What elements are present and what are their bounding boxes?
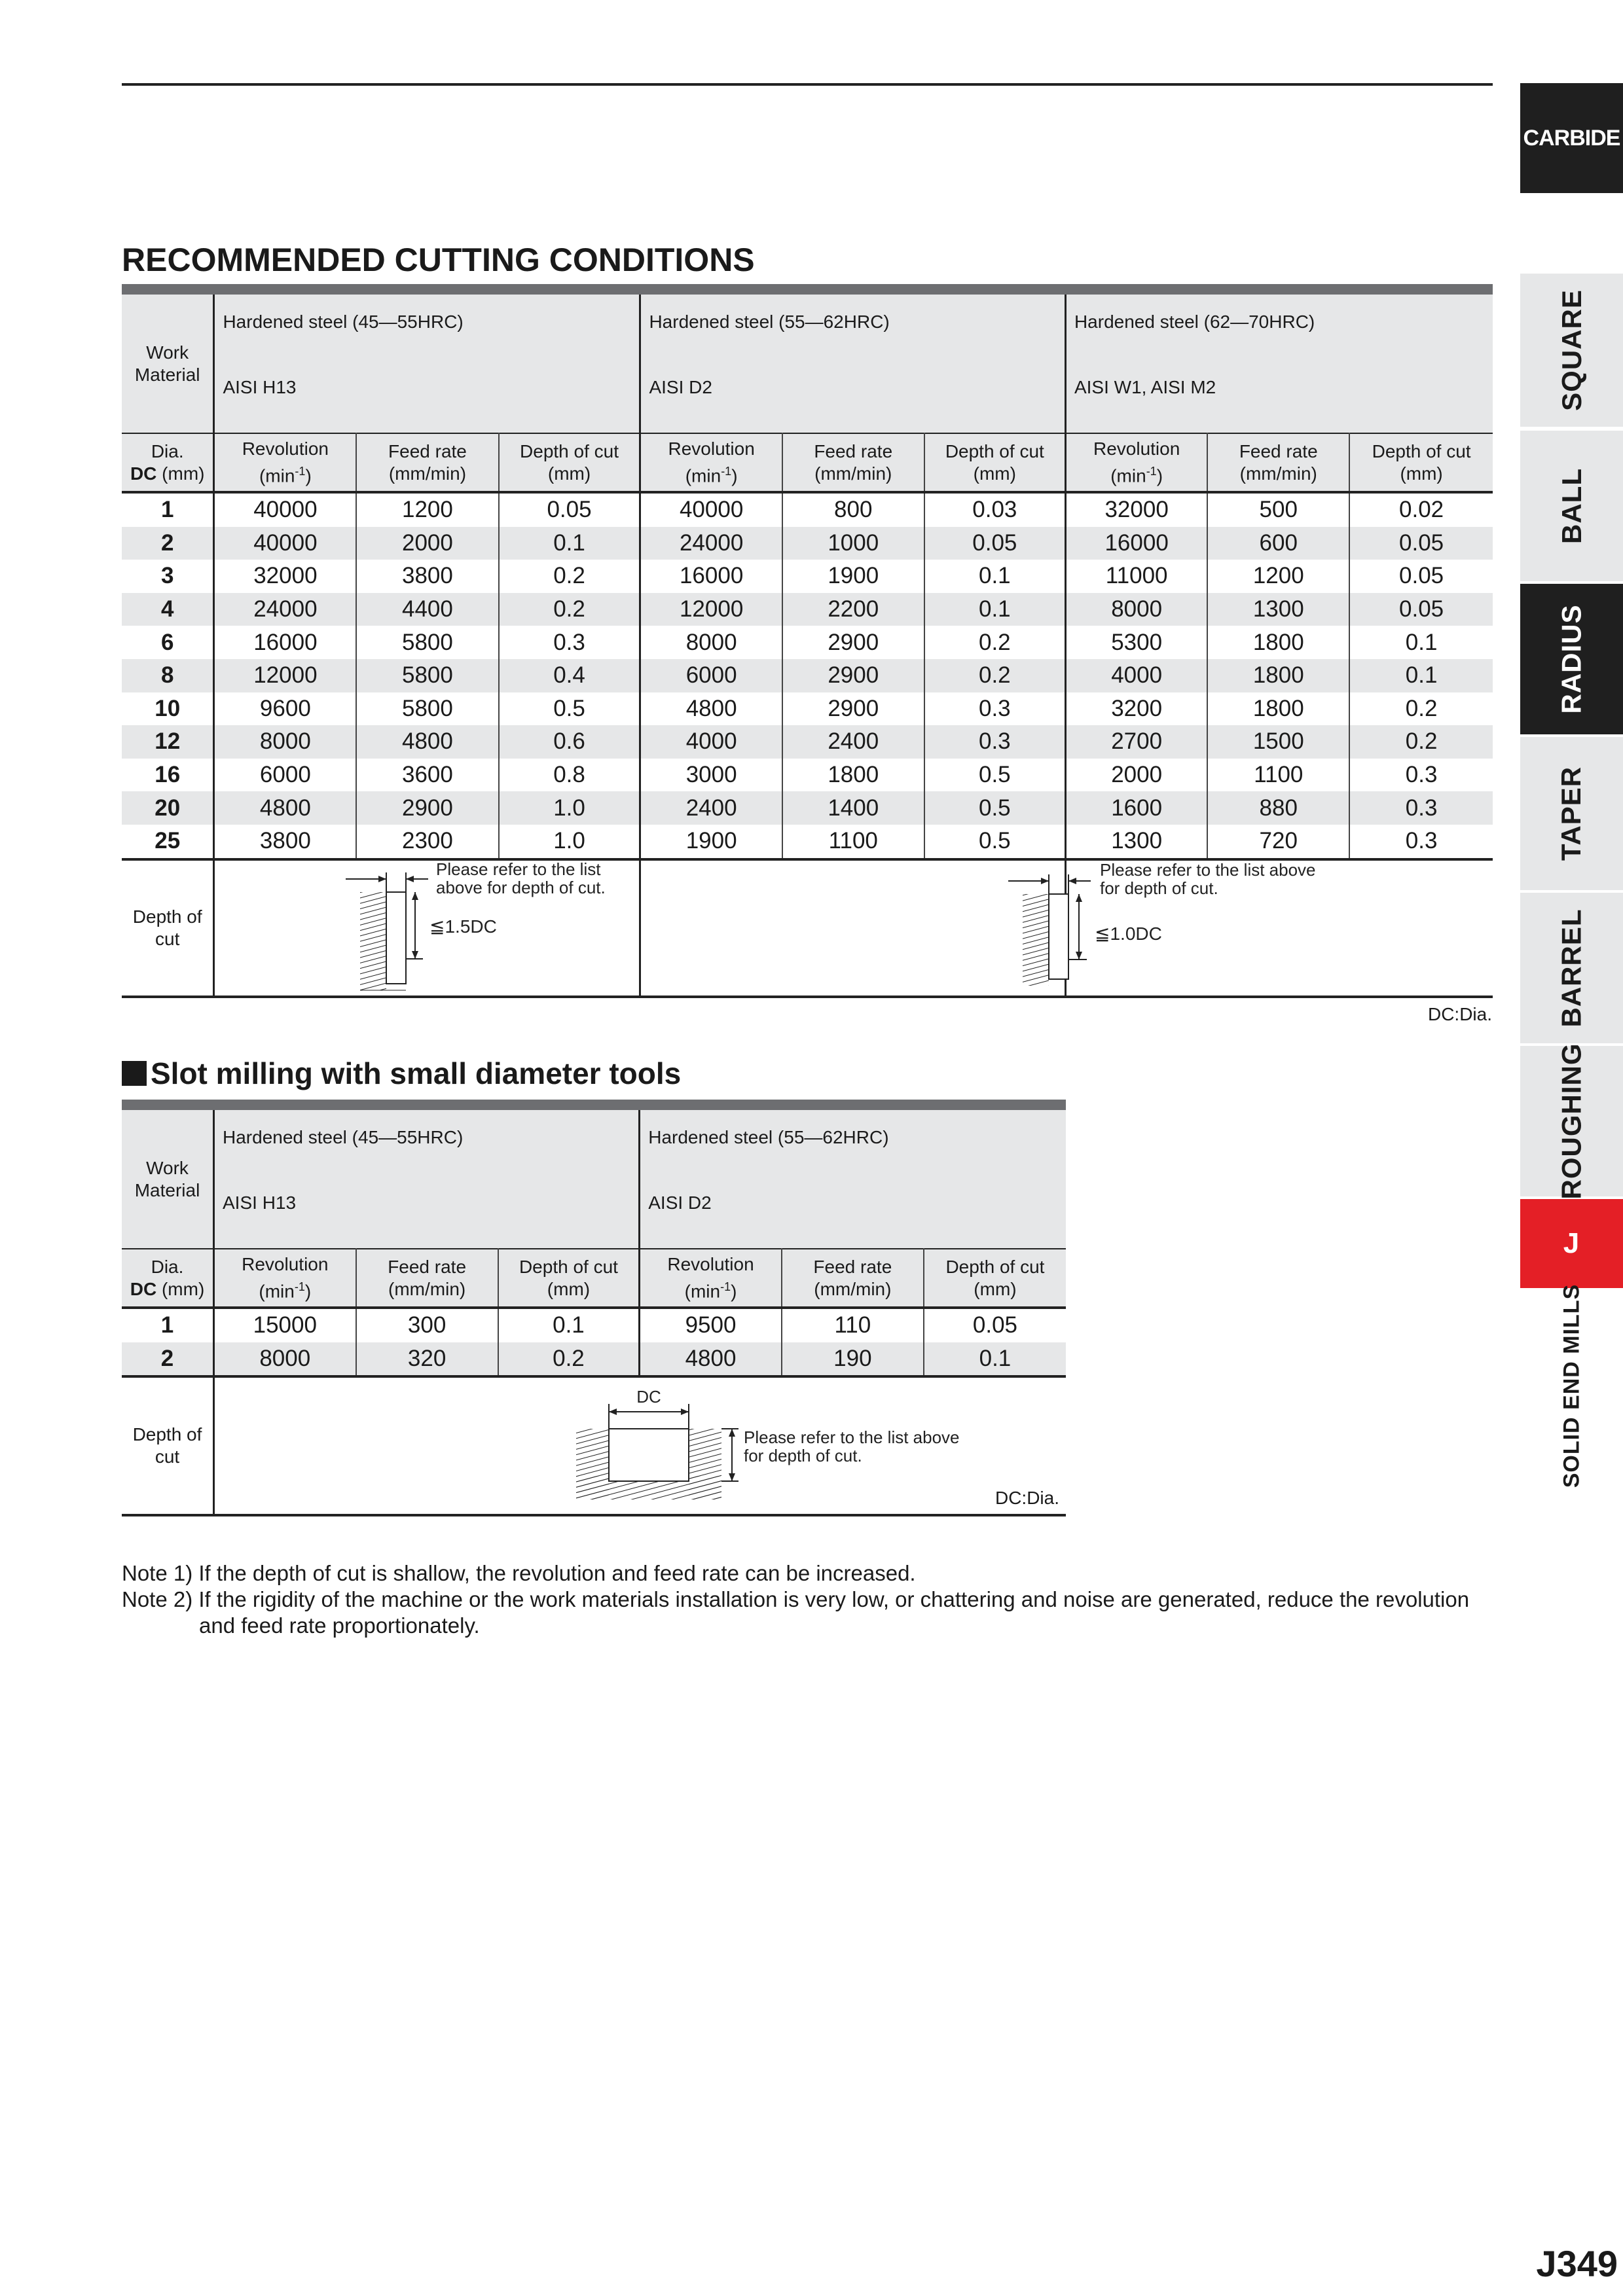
value-cell: 40000 (640, 492, 782, 527)
value-cell: 5300 (1065, 626, 1207, 659)
note-2: Note 2) If the rigidity of the machine or the work materials installation is very low, or chattering and noise are generated, reduce the revolution (122, 1587, 1470, 1611)
value-cell: 110 (782, 1308, 924, 1342)
value-cell: 1200 (356, 492, 498, 527)
value-cell: 4800 (214, 791, 356, 825)
value-cell: 3600 (356, 759, 498, 792)
value-cell: 0.5 (499, 692, 640, 726)
value-cell: 0.4 (499, 659, 640, 692)
tab-ball[interactable]: BALL (1520, 431, 1623, 581)
value-cell: 0.05 (1349, 593, 1493, 626)
value-cell: 0.03 (924, 492, 1066, 527)
table-row (122, 527, 1493, 560)
value-cell: 0.1 (924, 593, 1066, 626)
depth-diagram-2-drawing (1002, 863, 1368, 997)
depth-header: Depth of cut (mm) (924, 433, 1066, 492)
value-cell: 2900 (356, 791, 498, 825)
value-cell: 0.3 (1349, 825, 1493, 859)
value-cell: 800 (782, 492, 924, 527)
value-cell: 0.6 (499, 725, 640, 759)
value-cell: 0.2 (1349, 725, 1493, 759)
value-cell: 4800 (356, 725, 498, 759)
table-row (122, 692, 1493, 726)
tab-radius[interactable]: RADIUS (1520, 584, 1623, 734)
value-cell: 9500 (640, 1308, 782, 1342)
limit-1-5dc: ≦1.5DC (429, 916, 498, 937)
feed-header: Feed rate (mm/min) (356, 1249, 498, 1308)
value-cell: 0.05 (924, 1308, 1066, 1342)
depth-of-cut-label: Depth of cut (122, 859, 214, 997)
table-row (122, 1308, 1066, 1342)
svg-text:Please refer to the list above: Please refer to the list above for depth of cut. (1100, 863, 1316, 898)
feed-header: Feed rate (mm/min) (782, 433, 924, 492)
tab-barrel[interactable]: BARREL (1520, 893, 1623, 1043)
limit-1-0dc: ≦1.0DC (1095, 924, 1162, 944)
feed-header: Feed rate (mm/min) (782, 1249, 924, 1308)
table-row (122, 825, 1493, 859)
dia-cell: 1 (122, 1308, 214, 1342)
value-cell: 1000 (782, 527, 924, 560)
value-cell: 16000 (640, 560, 782, 593)
dia-cell: 16 (122, 759, 214, 792)
table-row (122, 759, 1493, 792)
value-cell: 1200 (1207, 560, 1349, 593)
value-cell: 0.2 (1349, 692, 1493, 726)
depth-header: Depth of cut (mm) (924, 1249, 1066, 1308)
value-cell: 4400 (356, 593, 498, 626)
value-cell: 8000 (214, 725, 356, 759)
value-cell: 0.3 (499, 626, 640, 659)
value-cell: 0.1 (498, 1308, 640, 1342)
value-cell: 5800 (356, 692, 498, 726)
value-cell: 2200 (782, 593, 924, 626)
dia-header: Dia. DC (mm) (122, 1249, 214, 1308)
value-cell: 8000 (214, 1342, 356, 1377)
work-material-label: Work Material (122, 1110, 214, 1249)
value-cell: 1800 (1207, 692, 1349, 726)
dia-cell: 2 (122, 527, 214, 560)
value-cell: 600 (1207, 527, 1349, 560)
value-cell: 0.5 (924, 791, 1066, 825)
table-row (122, 626, 1493, 659)
value-cell: 2000 (356, 527, 498, 560)
value-cell: 11000 (1065, 560, 1207, 593)
value-cell: 1.0 (499, 825, 640, 859)
value-cell: 190 (782, 1342, 924, 1377)
section-subtitle: Slot milling with small diameter tools (122, 1056, 681, 1091)
value-cell: 2300 (356, 825, 498, 859)
slot-diagram (214, 1376, 1067, 1515)
value-cell: 0.2 (498, 1342, 640, 1377)
work-material-label: Work Material (122, 295, 214, 433)
value-cell: 0.05 (1349, 527, 1493, 560)
note-1: Note 1) If the depth of cut is shallow, the revolution and feed rate can be increased. (122, 1561, 916, 1585)
table-row (122, 560, 1493, 593)
tab-square[interactable]: SQUARE (1520, 274, 1623, 427)
svg-text:Please refer to the listabove: Please refer to the list above for depth of cut. (436, 860, 606, 897)
value-cell: 1100 (782, 825, 924, 859)
value-cell: 0.3 (924, 692, 1066, 726)
value-cell: 0.2 (499, 593, 640, 626)
value-cell: 5800 (356, 626, 498, 659)
value-cell: 24000 (214, 593, 356, 626)
depth-of-cut-label: Depth of cut (122, 1376, 214, 1515)
value-cell: 3000 (640, 759, 782, 792)
group-header-2: Hardened steel (55—62HRC) AISI D2 (640, 295, 1066, 433)
value-cell: 8000 (640, 626, 782, 659)
value-cell: 2700 (1065, 725, 1207, 759)
value-cell: 8000 (1065, 593, 1207, 626)
tab-carbide[interactable]: CARBIDE (1520, 83, 1623, 193)
value-cell: 4000 (1065, 659, 1207, 692)
value-cell: 0.05 (924, 527, 1066, 560)
column-header-row (122, 1249, 1066, 1308)
value-cell: 1800 (782, 759, 924, 792)
group-header-3: Hardened steel (62—70HRC) AISI W1, AISI M2 (1065, 295, 1493, 433)
value-cell: 5800 (356, 659, 498, 692)
value-cell: 6000 (640, 659, 782, 692)
value-cell: 500 (1207, 492, 1349, 527)
value-cell: 1800 (1207, 659, 1349, 692)
value-cell: 880 (1207, 791, 1349, 825)
value-cell: 1900 (782, 560, 924, 593)
value-cell: 6000 (214, 759, 356, 792)
value-cell: 1500 (1207, 725, 1349, 759)
tab-j[interactable]: J (1520, 1199, 1623, 1288)
value-cell: 300 (356, 1308, 498, 1342)
table-row (122, 492, 1493, 527)
dia-cell: 10 (122, 692, 214, 726)
value-cell: 0.2 (499, 560, 640, 593)
page-number: J349 (1536, 2243, 1618, 2284)
value-cell: 32000 (1065, 492, 1207, 527)
table-row (122, 791, 1493, 825)
dia-cell: 3 (122, 560, 214, 593)
value-cell: 32000 (214, 560, 356, 593)
value-cell: 4000 (640, 725, 782, 759)
feed-header: Feed rate (mm/min) (1207, 433, 1349, 492)
value-cell: 3200 (1065, 692, 1207, 726)
dia-cell: 12 (122, 725, 214, 759)
tab-roughing[interactable]: ROUGHING (1520, 1046, 1623, 1196)
value-cell: 0.1 (1349, 659, 1493, 692)
value-cell: 40000 (214, 492, 356, 527)
bullet-square-icon (122, 1061, 147, 1086)
value-cell: 0.02 (1349, 492, 1493, 527)
depth-header: Depth of cut (mm) (498, 1249, 640, 1308)
dia-cell: 8 (122, 659, 214, 692)
dia-cell: 20 (122, 791, 214, 825)
group-header-1: Hardened steel (45—55HRC) AISI H13 (214, 1110, 640, 1249)
value-cell: 720 (1207, 825, 1349, 859)
revolution-header: Revolution $(\min^{-1})$ (214, 1249, 356, 1308)
value-cell: 1600 (1065, 791, 1207, 825)
depth-diagram-1 (214, 859, 640, 997)
svg-text:Please refer to the list above: Please refer to the list above for depth of cut. (744, 1427, 960, 1466)
dia-header: Dia. DC (mm) (122, 433, 214, 492)
page-title: RECOMMENDED CUTTING CONDITIONS (122, 242, 755, 278)
depth-header: Depth of cut (mm) (499, 433, 640, 492)
dia-cell: 4 (122, 593, 214, 626)
value-cell: 0.5 (924, 759, 1066, 792)
depth-header: Depth of cut (mm) (1349, 433, 1493, 492)
value-cell: 0.5 (924, 825, 1066, 859)
value-cell: 12000 (214, 659, 356, 692)
value-cell: 320 (356, 1342, 498, 1377)
value-cell: 15000 (214, 1308, 356, 1342)
value-cell: 0.2 (924, 626, 1066, 659)
value-cell: 0.1 (1349, 626, 1493, 659)
column-header-row (122, 433, 1493, 492)
value-cell: 4800 (640, 692, 782, 726)
dia-cell: 1 (122, 492, 214, 527)
value-cell: 2400 (640, 791, 782, 825)
tab-taper[interactable]: TAPER (1520, 737, 1623, 890)
dc-note-2: DC:Dia. (994, 1488, 1059, 1509)
revolution-header: Revolution $(\min^{-1})$ (214, 433, 356, 492)
value-cell: 0.05 (1349, 560, 1493, 593)
value-cell: 0.8 (499, 759, 640, 792)
value-cell: 1300 (1065, 825, 1207, 859)
table-row (122, 725, 1493, 759)
value-cell: 2400 (782, 725, 924, 759)
feed-header: Feed rate (mm/min) (356, 433, 498, 492)
value-cell: 1.0 (499, 791, 640, 825)
dia-cell: 6 (122, 626, 214, 659)
value-cell: 0.05 (499, 492, 640, 527)
value-cell: 1100 (1207, 759, 1349, 792)
value-cell: 40000 (214, 527, 356, 560)
value-cell: 3800 (214, 825, 356, 859)
dc-label: DC (636, 1387, 661, 1407)
revolution-header: Revolution $(\min^{-1})$ (640, 1249, 782, 1308)
group-header-2: Hardened steel (55—62HRC) AISI D2 (640, 1110, 1066, 1249)
table-row (122, 1342, 1066, 1377)
value-cell: 12000 (640, 593, 782, 626)
value-cell: 2900 (782, 659, 924, 692)
value-cell: 2900 (782, 692, 924, 726)
value-cell: 0.3 (1349, 759, 1493, 792)
revolution-header: Revolution $(\min^{-1})$ (640, 433, 782, 492)
value-cell: 16000 (1065, 527, 1207, 560)
value-cell: 1800 (1207, 626, 1349, 659)
value-cell: 1900 (640, 825, 782, 859)
value-cell: 2900 (782, 626, 924, 659)
value-cell: 1400 (782, 791, 924, 825)
value-cell: 0.1 (499, 527, 640, 560)
value-cell: 9600 (214, 692, 356, 726)
value-cell: 0.3 (1349, 791, 1493, 825)
value-cell: 3800 (356, 560, 498, 593)
group-header-1: Hardened steel (45—55HRC) AISI H13 (214, 295, 640, 433)
dc-note-1: DC:Dia. (1427, 1004, 1492, 1024)
dia-cell: 25 (122, 825, 214, 859)
section-label: SOLID END MILLS (1520, 1291, 1623, 1480)
value-cell: 24000 (640, 527, 782, 560)
value-cell: 4800 (640, 1342, 782, 1377)
dia-cell: 2 (122, 1342, 214, 1377)
note-2-continued: and feed rate proportionately. (199, 1613, 480, 1638)
value-cell: 0.1 (924, 1342, 1066, 1377)
value-cell: 0.3 (924, 725, 1066, 759)
table-row (122, 659, 1493, 692)
value-cell: 0.2 (924, 659, 1066, 692)
revolution-header: Revolution $(\min^{-1})$ (1065, 433, 1207, 492)
slot-milling-table (122, 1100, 1066, 1516)
value-cell: 2000 (1065, 759, 1207, 792)
value-cell: 16000 (214, 626, 356, 659)
value-cell: 1300 (1207, 593, 1349, 626)
table-row (122, 593, 1493, 626)
header-rule (122, 83, 1493, 86)
value-cell: 0.1 (924, 560, 1066, 593)
